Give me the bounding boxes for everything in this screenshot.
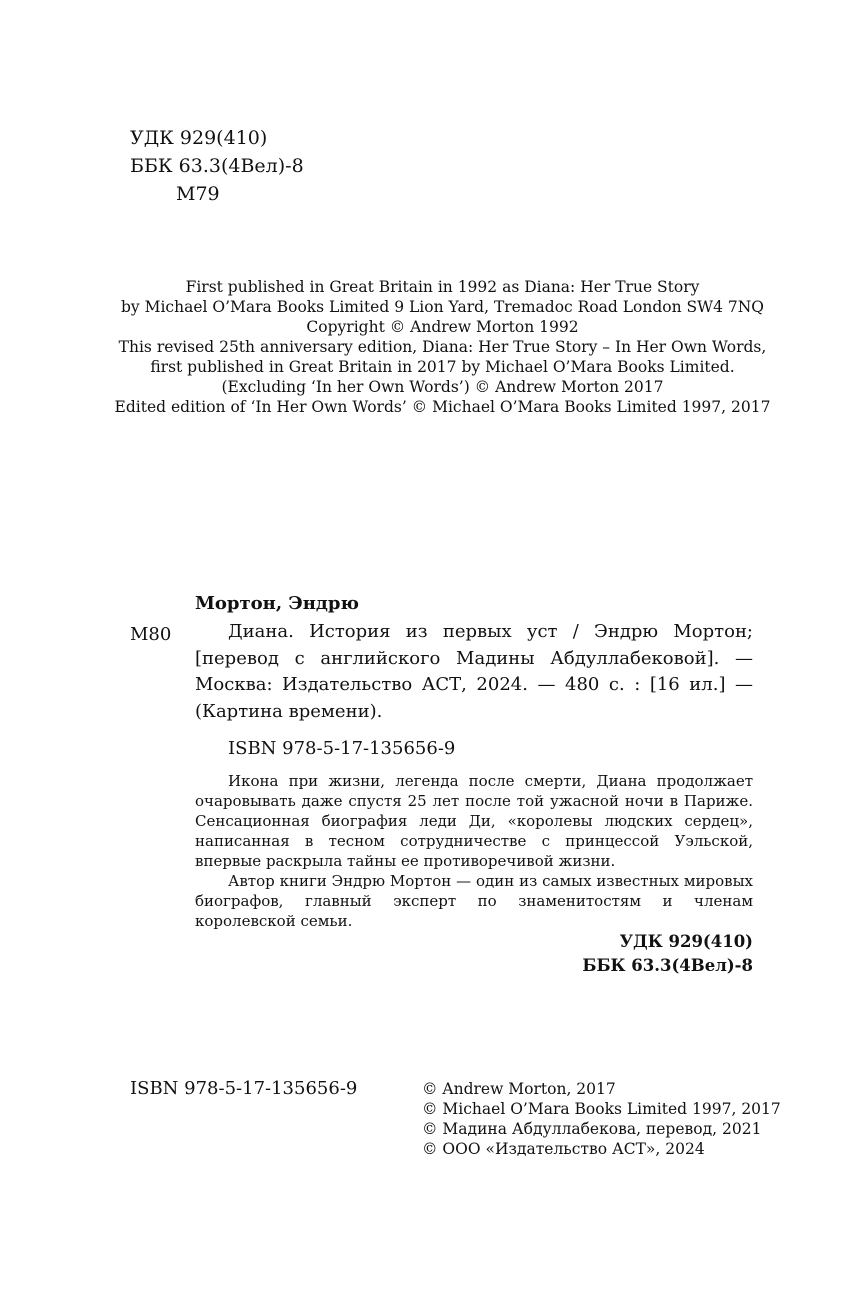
credit-line: (Excluding ‘In her Own Words’) © Andrew Morton 2017	[221, 378, 664, 396]
publication-credits	[100, 277, 785, 417]
annotation	[195, 771, 753, 931]
annotation-paragraph: Автор книги Эндрю Мортон — один из самых известных мировых биографов, главный эксперт по знаменитостям и членам королевской семьи.	[195, 872, 753, 930]
credit-line: First published in Great Britain in 1992 as Diana: Her True Story	[185, 278, 700, 296]
credit-line: This revised 25th anniversary edition, Diana: Her True Story – In Her Own Words,	[118, 338, 767, 356]
copyright-list	[422, 1079, 781, 1159]
credit-line: Edited edition of ‘In Her Own Words’ © Michael O’Mara Books Limited 1997, 2017	[114, 398, 771, 416]
copyright-line: © Andrew Morton, 2017	[422, 1080, 616, 1098]
annotation-paragraph: Икона при жизни, легенда после смерти, Диана продолжает очаровывать даже спустя 25 лет после той ужасной ночи в Париже. Сенсационная биография леди Ди, «королевы людских сердец», написанная в тесном сотрудничестве с принцессой Уэльской, впервые раскрыла тайны ее противоречивой жизни.	[195, 772, 753, 870]
credit-line: by Michael O’Mara Books Limited 9 Lion Yard, Tremadoc Road London SW4 7NQ	[121, 298, 764, 316]
bibliographic-author: Мортон, Эндрю	[195, 593, 359, 614]
bbk-code-right: ББК 63.3(4Вел)-8	[582, 956, 753, 975]
catalog-codes-block	[130, 124, 304, 208]
bibliographic-description: Диана. История из первых уст / Эндрю Мортон; [перевод с английского Мадины Абдуллабековой]. — Москва: Издательство АСТ, 2024. — 480 с. : [16 ил.] — (Картина времени).	[195, 621, 753, 722]
bibliographic-mark: М80	[130, 624, 172, 645]
credit-line: first published in Great Britain in 2017 by Michael O’Mara Books Limited.	[150, 358, 735, 376]
copyright-line: © Michael O’Mara Books Limited 1997, 2017	[422, 1100, 781, 1118]
credit-line: Copyright © Andrew Morton 1992	[306, 318, 579, 336]
copyright-line: © Мадина Абдуллабекова, перевод, 2021	[422, 1120, 762, 1138]
catalog-codes-right	[480, 930, 753, 978]
udk-code-right: УДК 929(410)	[619, 932, 753, 951]
udk-code: УДК 929(410)	[130, 127, 268, 149]
copyright-line: © ООО «Издательство АСТ», 2024	[422, 1140, 705, 1158]
isbn-bottom: ISBN 978-5-17-135656-9	[130, 1078, 358, 1099]
author-mark: М79	[176, 183, 220, 205]
isbn-main: ISBN 978-5-17-135656-9	[228, 738, 456, 759]
bbk-code: ББК 63.3(4Вел)-8	[130, 155, 304, 177]
